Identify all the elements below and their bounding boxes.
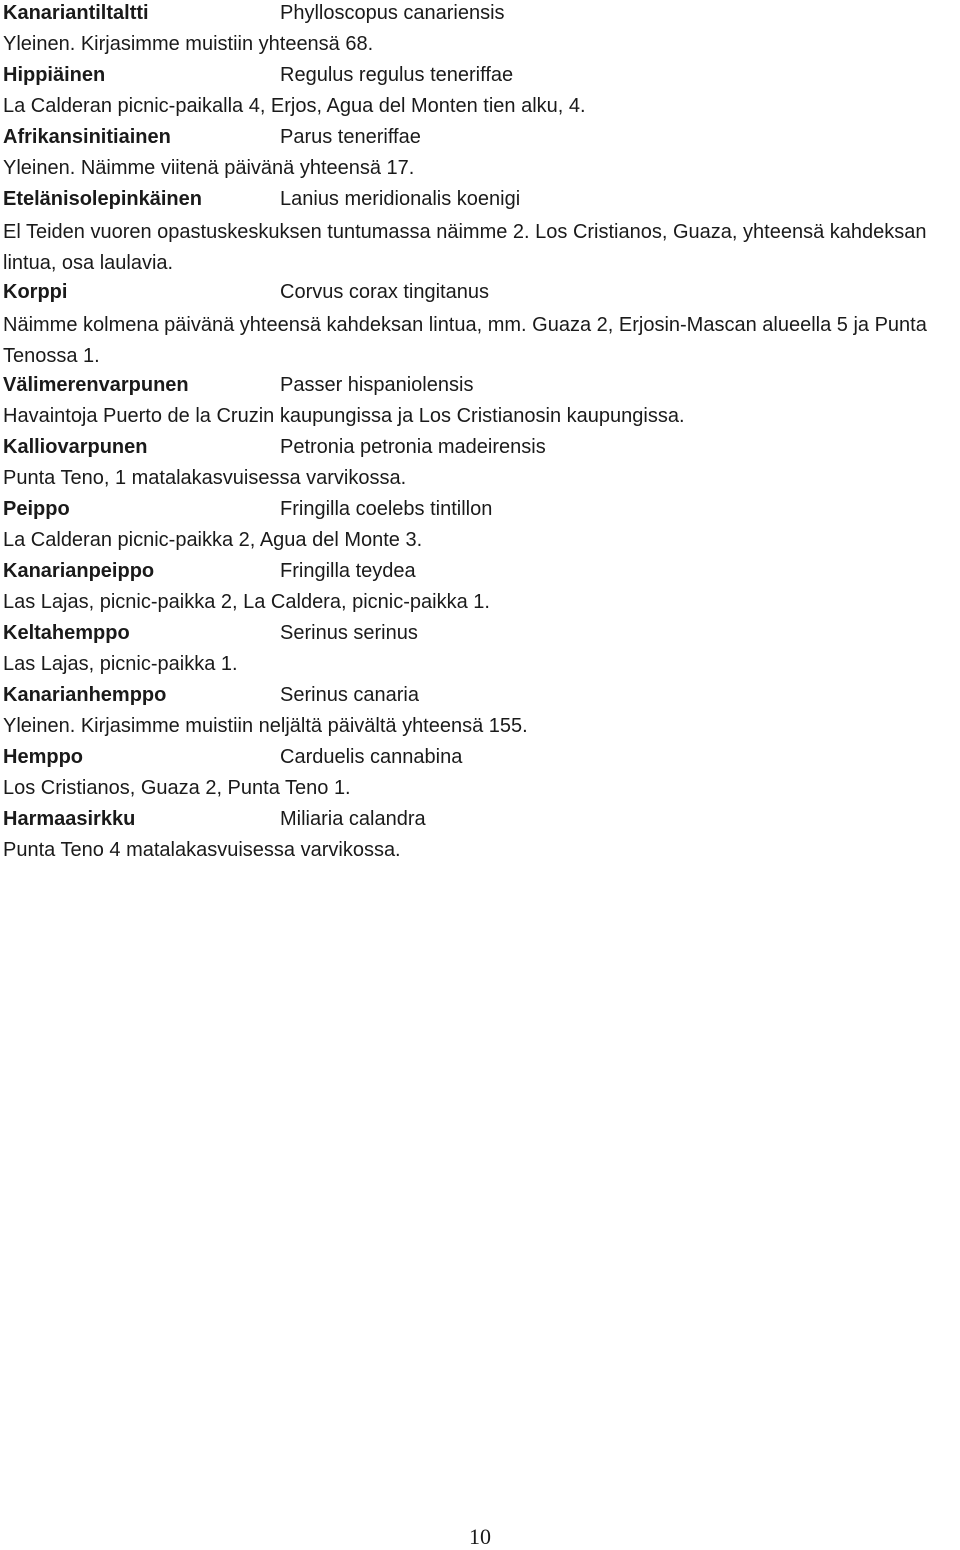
species-note: Näimme kolmena päivänä yhteensä kahdeksan lintua, mm. Guaza 2, Erjosin-Mascan alueella 5 ja Punta Tenossa 1. (3, 314, 927, 367)
species-heading (3, 186, 958, 217)
species-heading (3, 279, 958, 310)
latin-name: Lanius meridionalis koenigi (280, 188, 521, 210)
species-heading (3, 434, 958, 465)
species-heading (3, 620, 958, 651)
finnish-name: Kanarianhemppo (3, 684, 167, 706)
latin-name: Parus teneriffae (280, 126, 421, 148)
species-note: Punta Teno 4 matalakasvuisessa varvikossa. (3, 839, 401, 861)
finnish-name: Etelänisolepinkäinen (3, 188, 202, 210)
species-heading (3, 744, 958, 775)
species-entry (3, 186, 958, 279)
finnish-name: Peippo (3, 498, 70, 520)
latin-name: Serinus serinus (280, 622, 418, 644)
finnish-name: Hemppo (3, 746, 83, 768)
species-note: Los Cristianos, Guaza 2, Punta Teno 1. (3, 777, 351, 799)
species-entry (3, 806, 958, 868)
species-entry (3, 496, 958, 558)
species-entry (3, 0, 958, 62)
latin-name: Fringilla coelebs tintillon (280, 498, 493, 520)
finnish-name: Hippiäinen (3, 64, 106, 86)
species-heading (3, 558, 958, 589)
species-entry (3, 682, 958, 744)
finnish-name: Välimerenvarpunen (3, 374, 189, 396)
species-note: Punta Teno, 1 matalakasvuisessa varvikossa. (3, 467, 407, 489)
species-entry (3, 372, 958, 434)
page-number: 10 (469, 1524, 491, 1549)
species-entry (3, 620, 958, 682)
species-note: Havaintoja Puerto de la Cruzin kaupungissa ja Los Cristianosin kaupungissa. (3, 405, 685, 427)
latin-name: Carduelis cannabina (280, 746, 463, 768)
latin-name: Fringilla teydea (280, 560, 416, 582)
species-heading (3, 0, 958, 31)
species-note: La Calderan picnic-paikalla 4, Erjos, Agua del Monten tien alku, 4. (3, 95, 586, 117)
latin-name: Serinus canaria (280, 684, 419, 706)
species-heading (3, 62, 958, 93)
species-entry (3, 558, 958, 620)
species-entry (3, 434, 958, 496)
species-note: Las Lajas, picnic-paikka 2, La Caldera, picnic-paikka 1. (3, 591, 490, 613)
finnish-name: Afrikansinitiainen (3, 126, 171, 148)
species-heading (3, 124, 958, 155)
latin-name: Passer hispaniolensis (280, 374, 474, 396)
species-note: Yleinen. Näimme viitenä päivänä yhteensä 17. (3, 157, 415, 179)
species-note: La Calderan picnic-paikka 2, Agua del Monte 3. (3, 529, 423, 551)
latin-name: Regulus regulus teneriffae (280, 64, 514, 86)
species-note: Las Lajas, picnic-paikka 1. (3, 653, 238, 675)
latin-name: Miliaria calandra (280, 808, 426, 830)
species-note: Yleinen. Kirjasimme muistiin yhteensä 68. (3, 33, 374, 55)
species-entry (3, 744, 958, 806)
species-entry (3, 279, 958, 372)
finnish-name: Kalliovarpunen (3, 436, 148, 458)
species-note: El Teiden vuoren opastuskeskuksen tuntumassa näimme 2. Los Cristianos, Guaza, yhteensä kahdeksan lintua, osa laulavia. (3, 221, 927, 274)
finnish-name: Keltahemppo (3, 622, 130, 644)
latin-name: Corvus corax tingitanus (280, 281, 489, 303)
species-heading (3, 372, 958, 403)
species-note: Yleinen. Kirjasimme muistiin neljältä päivältä yhteensä 155. (3, 715, 528, 737)
latin-name: Phylloscopus canariensis (280, 2, 505, 24)
species-heading (3, 806, 958, 837)
species-heading (3, 496, 958, 527)
species-entry (3, 62, 958, 124)
finnish-name: Harmaasirkku (3, 808, 136, 830)
finnish-name: Kanariantiltaltti (3, 2, 149, 24)
species-heading (3, 682, 958, 713)
finnish-name: Kanarianpeippo (3, 560, 155, 582)
finnish-name: Korppi (3, 281, 68, 303)
species-list (3, 0, 958, 868)
latin-name: Petronia petronia madeirensis (280, 436, 546, 458)
species-entry (3, 124, 958, 186)
